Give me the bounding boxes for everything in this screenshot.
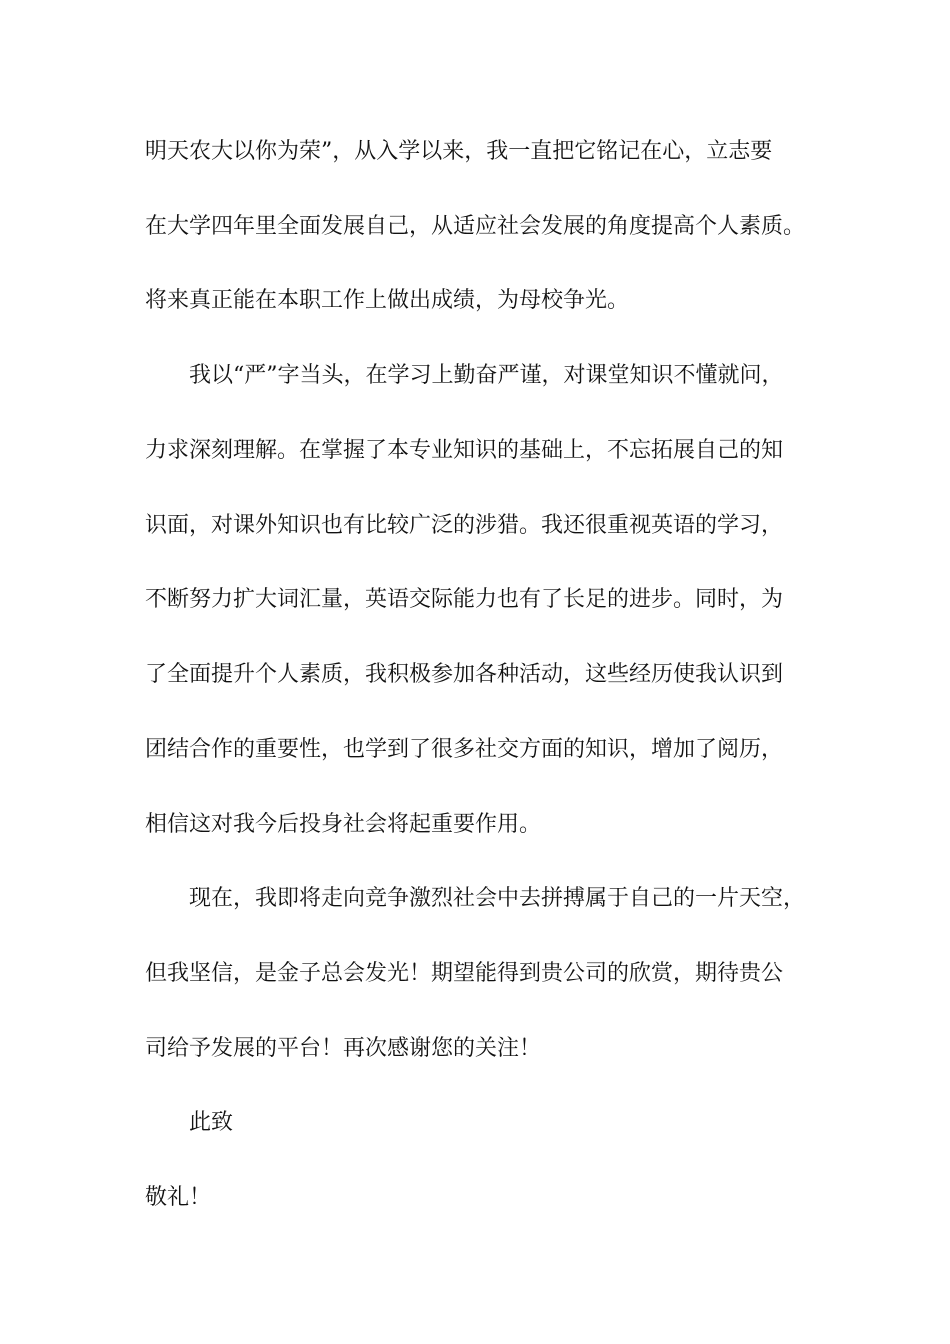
text-line: 不断努力扩大词汇量，英语交际能力也有了长足的进步。同时，为 (145, 587, 784, 612)
text-line: 识面，对课外知识也有比较广泛的涉猎。我还很重视英语的学习， (145, 513, 784, 538)
text-line: 将来真正能在本职工作上做出成绩，为母校争光。 (145, 288, 630, 313)
text-line: 但我坚信，是金子总会发光！期望能得到贵公司的欣赏，期待贵公 (145, 961, 784, 986)
text-line: 司给予发展的平台！再次感谢您的关注！ (145, 1036, 542, 1061)
text-line: 在大学四年里全面发展自己，从适应社会发展的角度提高个人素质。 (145, 214, 806, 239)
text-line: 明天农大以你为荣”，从入学以来，我一直把它铭记在心，立志要 (145, 139, 773, 164)
paragraph-start-line: 我以“严”字当头，在学习上勤奋严谨，对课堂知识不懂就问， (189, 363, 784, 388)
text-line: 团结合作的重要性，也学到了很多社交方面的知识，增加了阅历， (145, 737, 784, 762)
closing-regards: 敬礼！ (145, 1185, 212, 1210)
paragraph-start-line: 现在，我即将走向竞争激烈社会中去拼搏属于自己的一片天空， (189, 886, 806, 911)
text-line: 了全面提升个人素质，我积极参加各种活动，这些经历使我认识到 (145, 662, 784, 687)
text-line: 力求深刻理解。在掌握了本专业知识的基础上，不忘拓展自己的知 (145, 438, 784, 463)
closing-salutation: 此致 (189, 1110, 234, 1135)
text-line: 相信这对我今后投身社会将起重要作用。 (145, 812, 542, 837)
